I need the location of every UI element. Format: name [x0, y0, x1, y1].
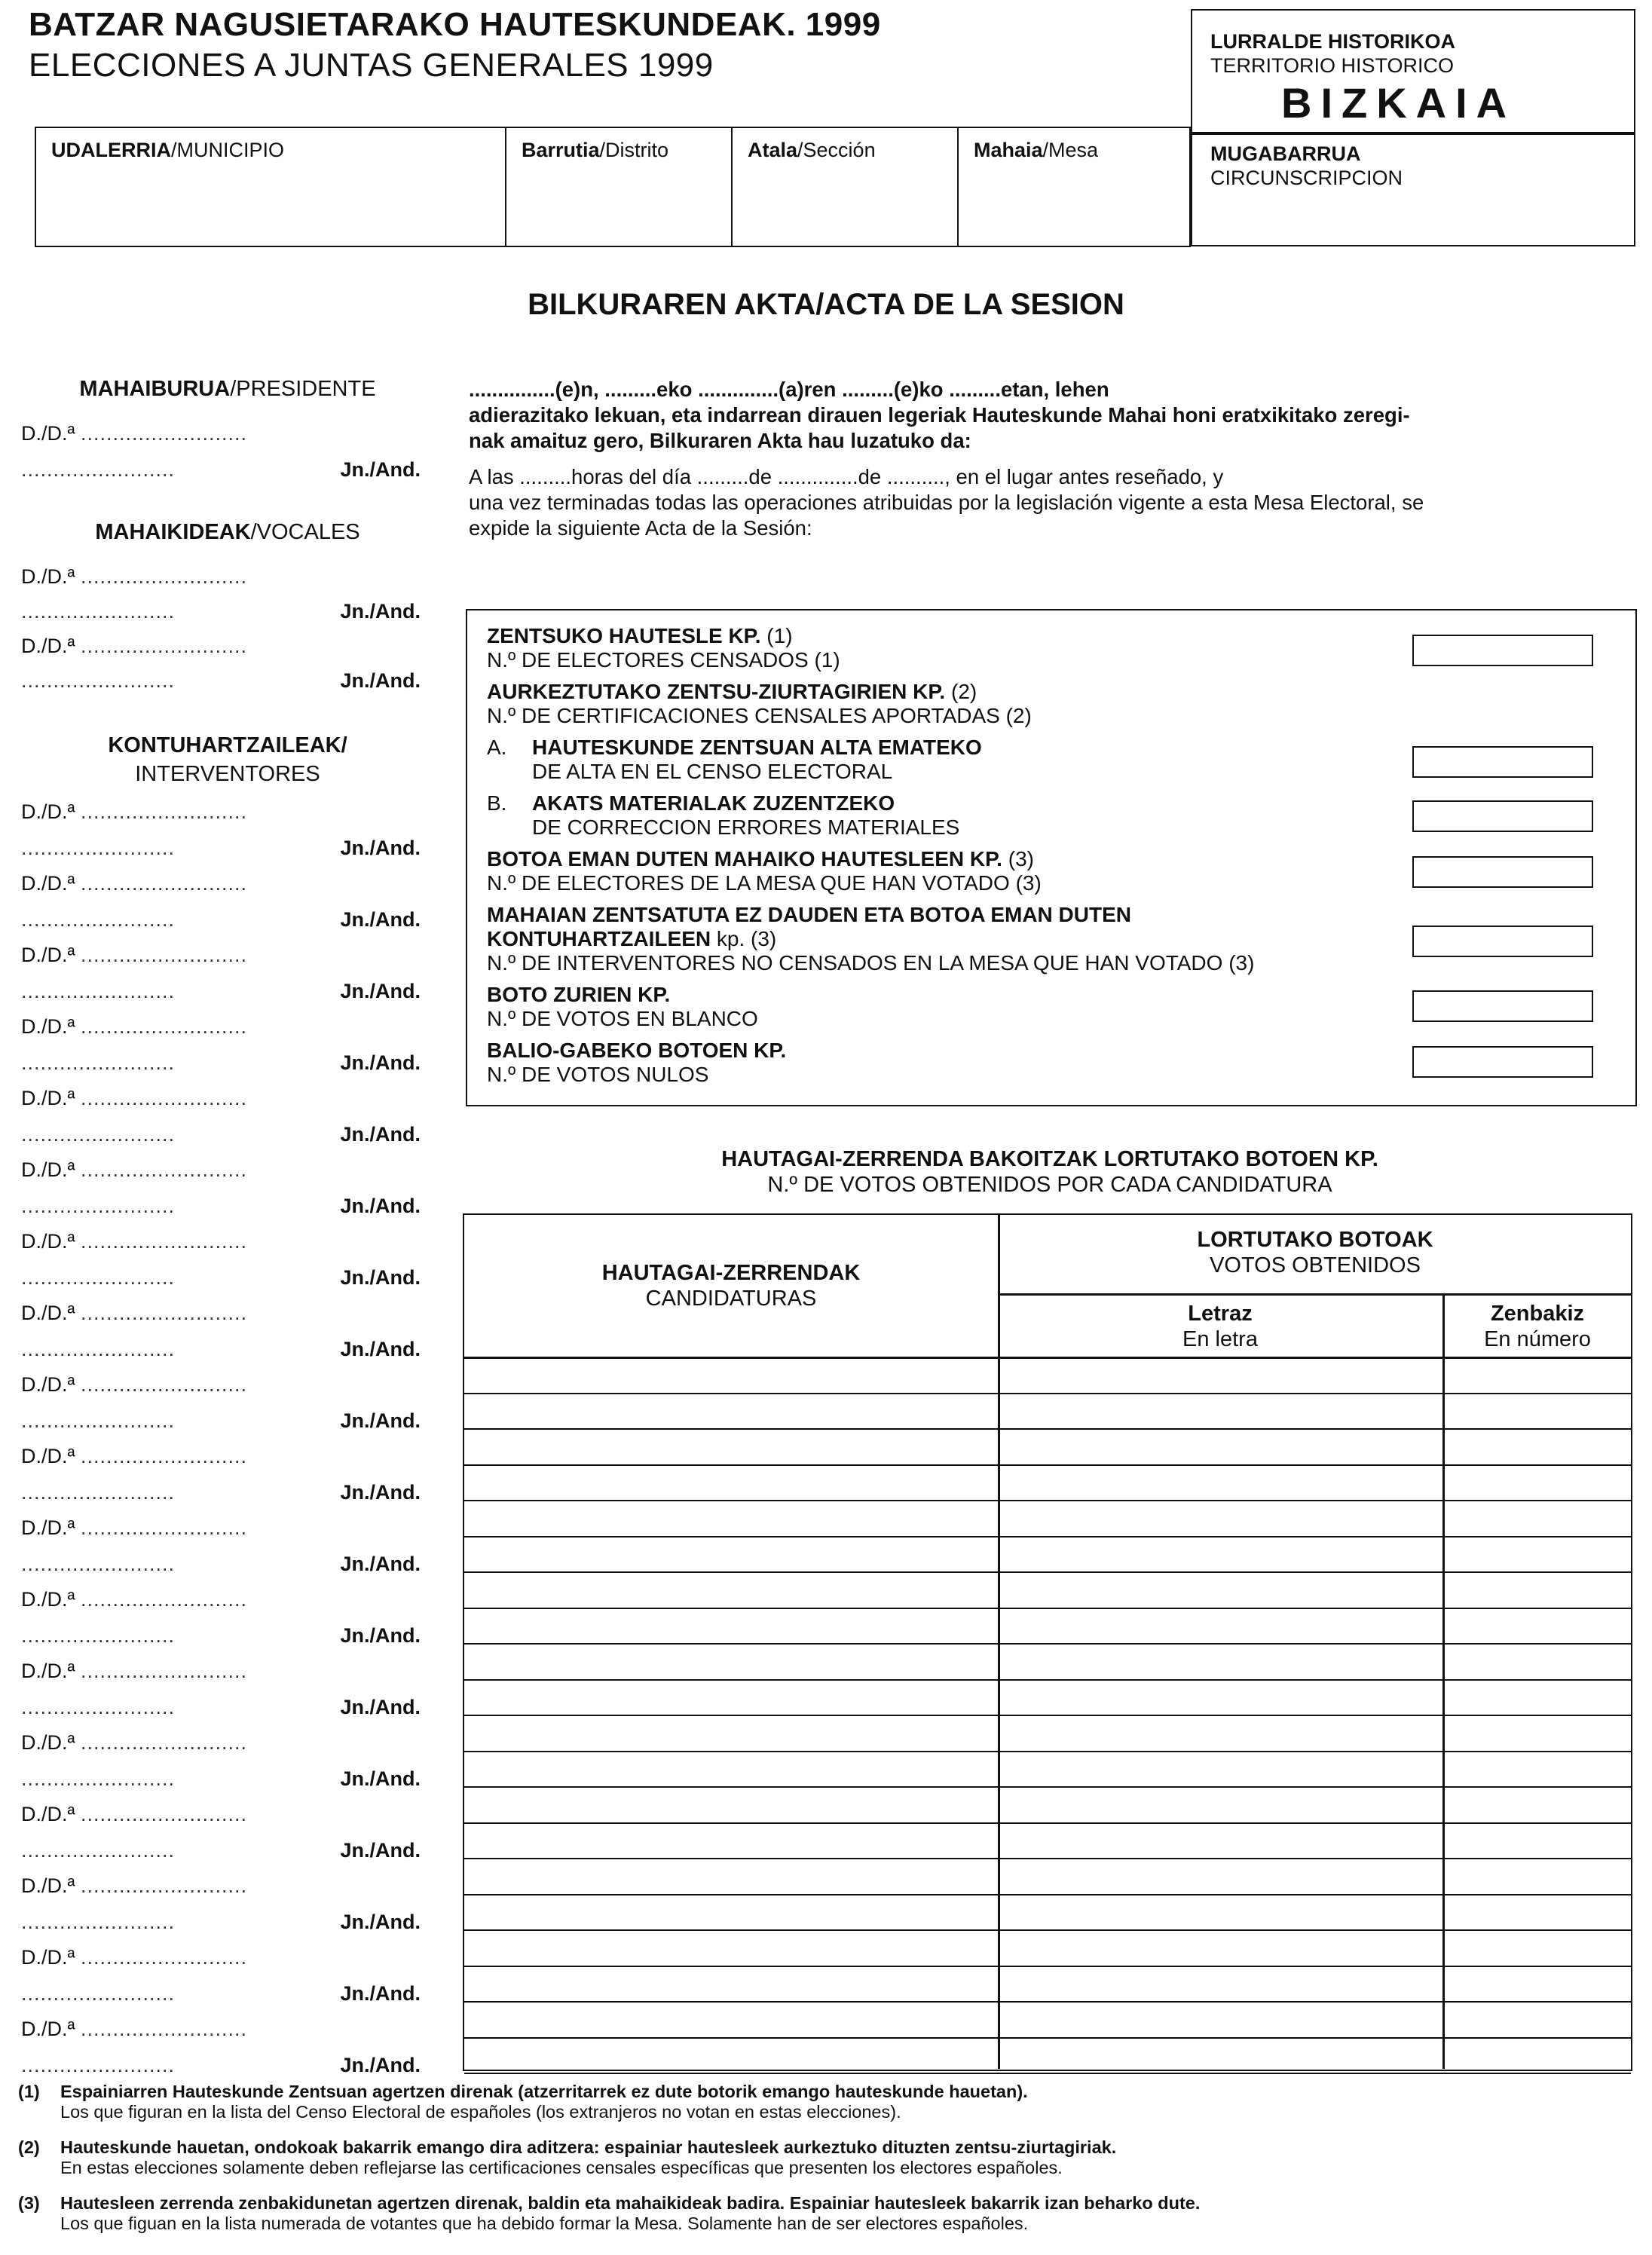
footnote-1: (1) Espainiarren Hauteskunde Zentsuan agertzen direnak (atzerritarrek ez dute botorik emango hauteskunde hauetan). Los que figuran en la lista del Censo Electoral de españoles (los extranjeros no votan en estas elecciones). [18, 2082, 1028, 2122]
circumscription-label-basque: MUGABARRUA [1210, 142, 1361, 165]
interventor-name-line[interactable]: D./D.ª .......................... [21, 2018, 248, 2040]
candidaturas-header: HAUTAGAI-ZERRENDAK CANDIDATURAS [601, 1261, 861, 1311]
table-label-basque: Mahaia [974, 139, 1043, 161]
table-row[interactable] [464, 1538, 1631, 1574]
acta-title: BILKURAREN AKTA/ACTA DE LA SESION [528, 288, 1124, 321]
votos-nulos-label: BALIO-GABEKO BOTOEN KP. N.º DE VOTOS NULOS [487, 1039, 787, 1086]
interventor-id-line[interactable]: ........................ Jn./And. [21, 1122, 421, 1146]
interventor-name-line[interactable]: D./D.ª .......................... [21, 1516, 248, 1539]
table-row[interactable] [464, 1895, 1631, 1932]
en-letra-header: Letraz En letra [1182, 1302, 1258, 1351]
table-row[interactable] [464, 1967, 1631, 2003]
interventor-name-line[interactable]: D./D.ª .......................... [21, 800, 248, 823]
interventor-id-line[interactable]: ........................ Jn./And. [21, 1337, 421, 1360]
territory-label-basque: LURRALDE HISTORIKOA [1210, 30, 1456, 53]
table-label-spanish: /Mesa [1042, 139, 1099, 161]
interventor-id-line[interactable]: ........................ Jn./And. [21, 907, 421, 931]
district-label-spanish: /Distrito [599, 139, 669, 161]
votes-heading-spanish: N.º DE VOTOS OBTENIDOS POR CADA CANDIDATURA [767, 1173, 1332, 1197]
votes-table [463, 1213, 1632, 2071]
intro-spanish-2: una vez terminadas todas las operaciones atribuidas por la legislación vigente a esta Mesa Electoral, se [469, 491, 1424, 514]
table-row[interactable] [464, 1716, 1631, 1752]
counts-box [466, 609, 1637, 1106]
alta-censo-input[interactable] [1412, 746, 1593, 778]
table-row[interactable] [464, 1752, 1631, 1788]
district-label-basque: Barrutia [522, 139, 600, 161]
interventor-name-line[interactable]: D./D.ª .......................... [21, 1946, 248, 1969]
intro-basque-2: adierazitako lekuan, eta indarrean dirauen legeriak Hauteskunde Mahai honi eratxikitako zeregi- [469, 403, 1410, 427]
interventor-name-line[interactable]: D./D.ª .......................... [21, 1660, 248, 1682]
vocal-id-line[interactable]: ........................ Jn./And. [21, 669, 421, 692]
table-row[interactable] [464, 1430, 1631, 1466]
table-row[interactable] [464, 1931, 1631, 1967]
vocal-id-line[interactable]: ........................ Jn./And. [21, 600, 421, 623]
footnote-2: (2) Hauteskunde hauetan, ondokoak bakarrik emango dira aditzera: espainiar hautesleek aurkeztuko dituzten zentsu-ziurtagiriak. En estas elecciones solamente deben reflejarse las certificaciones censales específicas que presenten los electores españoles. [18, 2137, 1117, 2177]
district-field[interactable] [506, 128, 733, 246]
interventor-name-line[interactable]: D./D.ª .......................... [21, 1445, 248, 1467]
form-title-spanish: ELECCIONES A JUNTAS GENERALES 1999 [29, 47, 714, 84]
electores-votado-label: BOTOA EMAN DUTEN MAHAIKO HAUTESLEEN KP. (3) N.º DE ELECTORES DE LA MESA QUE HAN VOTADO (3) [487, 847, 1042, 895]
interventor-id-line[interactable]: ........................ Jn./And. [21, 1051, 421, 1074]
table-row[interactable] [464, 2003, 1631, 2039]
alta-censo-label: A. HAUTESKUNDE ZENTSUAN ALTA EMATEKO DE ALTA EN EL CENSO ELECTORAL [487, 736, 982, 783]
intro-basque-3: nak amaituz gero, Bilkuraren Akta hau luzatuko da: [469, 429, 971, 452]
president-name-line[interactable]: D./D.ª .......................... [21, 422, 248, 445]
interventor-name-line[interactable]: D./D.ª .......................... [21, 1588, 248, 1611]
table-row[interactable] [464, 2039, 1631, 2075]
territory-box [1191, 9, 1635, 133]
territory-name: BIZKAIA [1281, 79, 1516, 127]
table-row[interactable] [464, 1394, 1631, 1430]
table-row[interactable] [464, 1609, 1631, 1645]
location-fields-row [35, 127, 1191, 247]
municipality-field[interactable] [36, 128, 506, 246]
section-label-basque: Atala [748, 139, 798, 161]
votos-nulos-input[interactable] [1412, 1046, 1593, 1078]
president-heading: MAHAIBURUA/PRESIDENTE [79, 377, 376, 401]
interventor-name-line[interactable]: D./D.ª .......................... [21, 1874, 248, 1897]
interventor-id-line[interactable]: ........................ Jn./And. [21, 1695, 421, 1718]
interventor-name-line[interactable]: D./D.ª .......................... [21, 872, 248, 895]
votos-blanco-label: BOTO ZURIEN KP. N.º DE VOTOS EN BLANCO [487, 983, 758, 1030]
municipality-label-spanish: /MUNICIPIO [171, 139, 285, 161]
intro-spanish-1: A las .........horas del día .........de ..............de .........., en el lugar antes reseñado, y [469, 465, 1224, 488]
electores-censados-input[interactable] [1412, 635, 1593, 666]
electores-votado-input[interactable] [1412, 856, 1593, 888]
form-title-basque: BATZAR NAGUSIETARAKO HAUTESKUNDEAK. 1999 [29, 6, 881, 43]
interventor-name-line[interactable]: D./D.ª .......................... [21, 1803, 248, 1825]
vocal-name-line[interactable]: D./D.ª .......................... [21, 565, 248, 588]
correccion-errores-label: B. AKATS MATERIALAK ZUZENTZEKO DE CORRECCION ERRORES MATERIALES [487, 791, 960, 839]
votes-heading-basque: HAUTAGAI-ZERRENDA BAKOITZAK LORTUTAKO BOTOEN KP. [721, 1147, 1378, 1171]
interventor-id-line[interactable]: ........................ Jn./And. [21, 1838, 421, 1862]
interventor-name-line[interactable]: D./D.ª .......................... [21, 1158, 248, 1181]
interventores-heading: KONTUHARTZAILEAK/ INTERVENTORES [108, 733, 347, 786]
circumscription-box[interactable] [1191, 133, 1635, 246]
section-label-spanish: /Sección [797, 139, 876, 161]
votos-blanco-input[interactable] [1412, 990, 1593, 1022]
interventor-name-line[interactable]: D./D.ª .......................... [21, 1731, 248, 1754]
table-row[interactable] [464, 1501, 1631, 1538]
intro-paragraph [469, 377, 1637, 541]
municipality-label-basque: UDALERRIA [51, 139, 171, 161]
circumscription-label-spanish: CIRCUNSCRIPCION [1210, 167, 1403, 189]
table-row[interactable] [464, 1824, 1631, 1860]
table-field[interactable] [959, 128, 1192, 246]
interventor-id-line[interactable]: ........................ Jn./And. [21, 2053, 421, 2076]
vocal-name-line[interactable]: D./D.ª .......................... [21, 635, 248, 657]
interventor-id-line[interactable]: ........................ Jn./And. [21, 1409, 421, 1432]
interventor-id-line[interactable]: ........................ Jn./And. [21, 1265, 421, 1289]
interventor-id-line[interactable]: ........................ Jn./And. [21, 1623, 421, 1647]
interventor-id-line[interactable]: ........................ Jn./And. [21, 1480, 421, 1504]
interventor-name-line[interactable]: D./D.ª .......................... [21, 1087, 248, 1109]
vocales-heading: MAHAIKIDEAK/VOCALES [95, 520, 360, 544]
table-row[interactable] [464, 1466, 1631, 1502]
table-row[interactable] [464, 1788, 1631, 1824]
table-row[interactable] [464, 1859, 1631, 1895]
footnote-3: (3) Hautesleen zerrenda zenbakidunetan agertzen direnak, baldin eta mahaikideak badira. Espainiar hautesleek bakarrik izan beharko dute. Los que figuan en la lista numerada de votantes que ha debido formar la Mesa. Solamente han de ser electores españoles. [18, 2193, 1201, 2233]
interventor-name-line[interactable]: D./D.ª .......................... [21, 1230, 248, 1253]
table-row[interactable] [464, 1358, 1631, 1394]
interventor-id-line[interactable]: ........................ Jn./And. [21, 1981, 421, 2005]
correccion-errores-input[interactable] [1412, 800, 1593, 832]
interventor-id-line[interactable]: ........................ Jn./And. [21, 1767, 421, 1790]
intro-basque-1: ...............(e)n, .........eko ..............(a)ren .........(e)ko .........etan, lehen [469, 378, 1109, 401]
interventor-id-line[interactable]: ........................ Jn./And. [21, 1910, 421, 1933]
table-row[interactable] [464, 1645, 1631, 1681]
interventor-id-line[interactable]: ........................ Jn./And. [21, 979, 421, 1002]
table-row[interactable] [464, 1573, 1631, 1609]
table-row[interactable] [464, 1681, 1631, 1717]
section-field[interactable] [733, 128, 959, 246]
electores-censados-label: ZENTSUKO HAUTESLE KP. (1) N.º DE ELECTORES CENSADOS (1) [487, 624, 840, 672]
en-numero-header: Zenbakiz En número [1484, 1302, 1591, 1351]
intro-spanish-3: expide la siguiente Acta de la Sesión: [469, 516, 812, 540]
certificaciones-label: AURKEZTUTAKO ZENTSU-ZIURTAGIRIEN KP. (2) N.º DE CERTIFICACIONES CENSALES APORTADAS (2) [487, 680, 1032, 727]
interventor-id-line[interactable]: ........................ Jn./And. [21, 1194, 421, 1217]
interventor-name-line[interactable]: D./D.ª .......................... [21, 1302, 248, 1324]
president-id-line[interactable]: ........................ Jn./And. [21, 458, 421, 481]
territory-label-spanish: TERRITORIO HISTORICO [1210, 54, 1455, 77]
interventor-name-line[interactable]: D./D.ª .......................... [21, 1373, 248, 1396]
interventor-id-line[interactable]: ........................ Jn./And. [21, 1552, 421, 1575]
table-divider [998, 1293, 1632, 1296]
votos-obtenidos-header: LORTUTAKO BOTOAK VOTOS OBTENIDOS [1197, 1228, 1433, 1277]
interventores-no-censados-input[interactable] [1412, 926, 1593, 957]
interventor-name-line[interactable]: D./D.ª .......................... [21, 944, 248, 966]
interventor-name-line[interactable]: D./D.ª .......................... [21, 1015, 248, 1038]
interventor-id-line[interactable]: ........................ Jn./And. [21, 836, 421, 859]
interventores-no-censados-label: MAHAIAN ZENTSATUTA EZ DAUDEN ETA BOTOA EMAN DUTEN KONTUHARTZAILEEN kp. (3) N.º DE INTERVENTORES NO CENSADOS EN LA MESA QUE HAN VOTADO (3) [487, 903, 1255, 975]
